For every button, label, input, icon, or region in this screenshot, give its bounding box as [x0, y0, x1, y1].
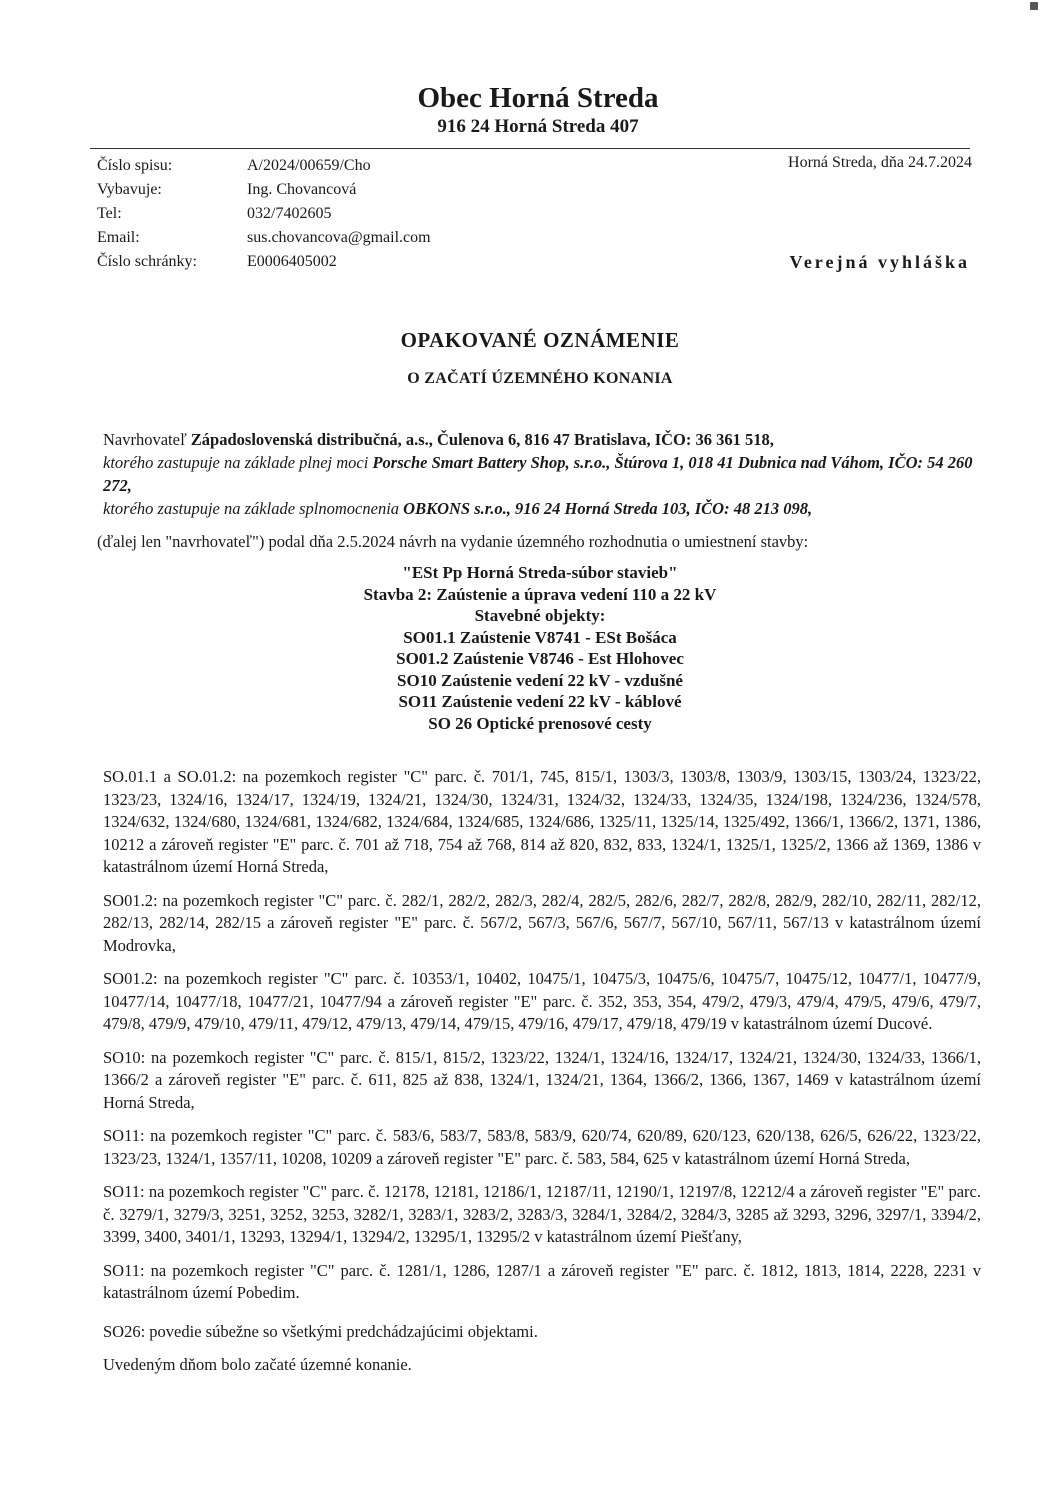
meta-row-file-number: [97, 154, 431, 178]
meta-row-phone: [97, 202, 431, 226]
closing-statement: Uvedeným dňom bolo začaté územné konanie.: [103, 1355, 412, 1374]
file-metadata: [97, 154, 431, 274]
filing-statement: (ďalej len "navrhovateľ") podal dňa 2.5.2024 návrh na vydanie územného rozhodnutia o umiestnení stavby:: [97, 532, 809, 551]
meta-label: Tel:: [97, 205, 122, 222]
parcel-paragraph: SO.01.1 a SO.01.2: na pozemkoch register "C" parc. č. 701/1, 745, 815/1, 1303/3, 1303/8, 1303/9, 1303/15, 1303/24, 1323/22, 1323/23, 1324/16, 1324/17, 1324/19, 1324/21, 1324/30, 1324/31, 1324/32, 1324/33, 1324/35, 1324/198, 1324/236, 1324/578, 1324/632, 1324/680, 1324/681, 1324/682, 1324/684, 1324/685, 1324/686, 1325/11, 1325/14, 1325/492, 1366/1, 1366/2, 1371, 1386, 10212 a zároveň register "E" parc. č. 701 až 718, 754 až 768, 814 až 820, 832, 833, 1324/1, 1325/1, 1325/2, 1366 až 1369, 1386 v katastrálnom území Horná Streda,: [103, 767, 981, 876]
sub-representative-intro: ktorého zastupuje na základe splnomocnenia: [103, 499, 404, 518]
project-line: Stavba 2: Zaústenie a úprava vedení 110 a 22 kV: [363, 584, 717, 604]
municipality-address: 916 24 Horná Streda 407: [437, 116, 639, 137]
parcel-paragraph: SO11: na pozemkoch register "C" parc. č. 1281/1, 1286, 1287/1 a zároveň register "E" parc. č. 1812, 1813, 1814, 2228, 2231 v katastrálnom území Pobedim.: [103, 1260, 981, 1302]
meta-row-handled-by: [97, 178, 431, 202]
project-line: "ESt Pp Horná Streda-súbor stavieb": [402, 563, 678, 582]
project-line: Stavebné objekty:: [474, 606, 606, 625]
sub-representative-line: [103, 497, 973, 520]
proposer-block: [103, 428, 973, 520]
representative-name: Porsche Smart Battery Shop, s.r.o., Štúrova 1, 018 41 Dubnica nad Váhom, IČO: 54 260 272,: [103, 453, 973, 495]
project-line: SO10 Zaústenie vedení 22 kV - vzdušné: [397, 670, 683, 690]
project-block: [0, 562, 1060, 734]
proposer-line: [103, 428, 973, 451]
meta-label: Číslo schránky:: [97, 253, 197, 270]
meta-value: Ing. Chovancová: [247, 181, 357, 198]
parcel-paragraph: SO11: na pozemkoch register "C" parc. č. 583/6, 583/7, 583/8, 583/9, 620/74, 620/89, 620/123, 620/138, 626/5, 626/22, 1323/22, 1323/23, 1324/1, 1357/11, 10208, 10209 a zároveň register "E" parc. č. 583, 584, 625 v katastrálnom území Horná Streda,: [103, 1126, 981, 1168]
representative-intro: ktorého zastupuje na základe plnej moci: [103, 453, 373, 472]
parcel-paragraph: SO10: na pozemkoch register "C" parc. č. 815/1, 815/2, 1323/22, 1324/1, 1324/16, 1324/17, 1324/21, 1324/30, 1324/33, 1366/1, 1366/2 a zároveň register "E" parc. č. 611, 825 až 838, 1324/1, 1324/21, 1364, 1366/2, 1366, 1367, 1469 v katastrálnom území Horná Streda,: [103, 1047, 981, 1112]
proposer-prefix: Navrhovateľ: [103, 430, 191, 449]
scan-mark: [1030, 2, 1038, 10]
parcel-paragraphs: [103, 766, 981, 1388]
parcel-paragraph: SO11: na pozemkoch register "C" parc. č. 12178, 12181, 12186/1, 12187/11, 12190/1, 12197/8, 12212/4 a zároveň register "E" parc. č. 3279/1, 3279/3, 3251, 3252, 3253, 3282/1, 3283/1, 3283/2, 3283/3, 3284/1, 3284/2, 3284/3, 3285 až 3293, 3296, 3297/1, 3394/2, 3399, 3400, 3401/1, 13293, 13294/1, 13294/2, 13295/1, 13295/2 v katastrálnom území Piešťany,: [103, 1182, 981, 1246]
meta-label: Email:: [97, 229, 140, 246]
document-subtitle: O ZAČATÍ ÚZEMNÉHO KONANIA: [407, 370, 673, 387]
meta-label: Číslo spisu:: [97, 157, 173, 174]
project-line: SO11 Zaústenie vedení 22 kV - káblové: [398, 692, 682, 711]
meta-value: E0006405002: [247, 253, 337, 270]
project-line: SO01.1 Zaústenie V8741 - ESt Bošáca: [403, 627, 677, 647]
project-line: SO01.2 Zaústenie V8746 - Est Hlohovec: [396, 649, 684, 668]
meta-label: Vybavuje:: [97, 181, 162, 198]
meta-value: A/2024/00659/Cho: [247, 157, 371, 174]
parcel-paragraph: SO01.2: na pozemkoch register "C" parc. č. 282/1, 282/2, 282/3, 282/4, 282/5, 282/6, 282/7, 282/8, 282/9, 282/10, 282/11, 282/12, 282/13, 282/14, 282/15 a zároveň register "E" parc. č. 567/2, 567/3, 567/6, 567/7, 567/10, 567/11, 567/13 v katastrálnom území Modrovka,: [103, 890, 981, 955]
meta-row-mailbox: [97, 250, 431, 274]
document-title: OPAKOVANÉ OZNÁMENIE: [400, 328, 680, 352]
project-line: SO 26 Optické prenosové cesty: [428, 713, 652, 733]
header-divider: [90, 148, 970, 149]
municipality-title: Obec Horná Streda: [417, 82, 659, 114]
meta-value: sus.chovancova@gmail.com: [247, 229, 431, 246]
public-notice-label: Verejná vyhláška: [789, 252, 970, 272]
meta-row-email: [97, 226, 431, 250]
proposer-name: Západoslovenská distribučná, a.s., Čulenova 6, 816 47 Bratislava, IČO: 36 361 518,: [190, 430, 774, 449]
meta-value: 032/7402605: [247, 205, 332, 222]
date-line: Horná Streda, dňa 24.7.2024: [788, 154, 972, 171]
sub-representative-name: OBKONS s.r.o., 916 24 Horná Streda 103, IČO: 48 213 098,: [403, 499, 813, 518]
parcel-paragraph: SO01.2: na pozemkoch register "C" parc. č. 10353/1, 10402, 10475/1, 10475/3, 10475/6, 10475/7, 10475/12, 10477/1, 10477/9, 10477/14, 10477/18, 10477/21, 10477/94 a zároveň register "E" parc. č. 352, 353, 354, 479/2, 479/3, 479/4, 479/5, 479/6, 479/7, 479/8, 479/9, 479/10, 479/11, 479/12, 479/13, 479/14, 479/15, 479/16, 479/17, 479/18, 479/19 v katastrálnom území Ducové.: [103, 969, 981, 1033]
representative-line: [103, 451, 973, 497]
parcel-paragraph: SO26: povedie súbežne so všetkými predchádzajúcimi objektami.: [103, 1321, 538, 1341]
